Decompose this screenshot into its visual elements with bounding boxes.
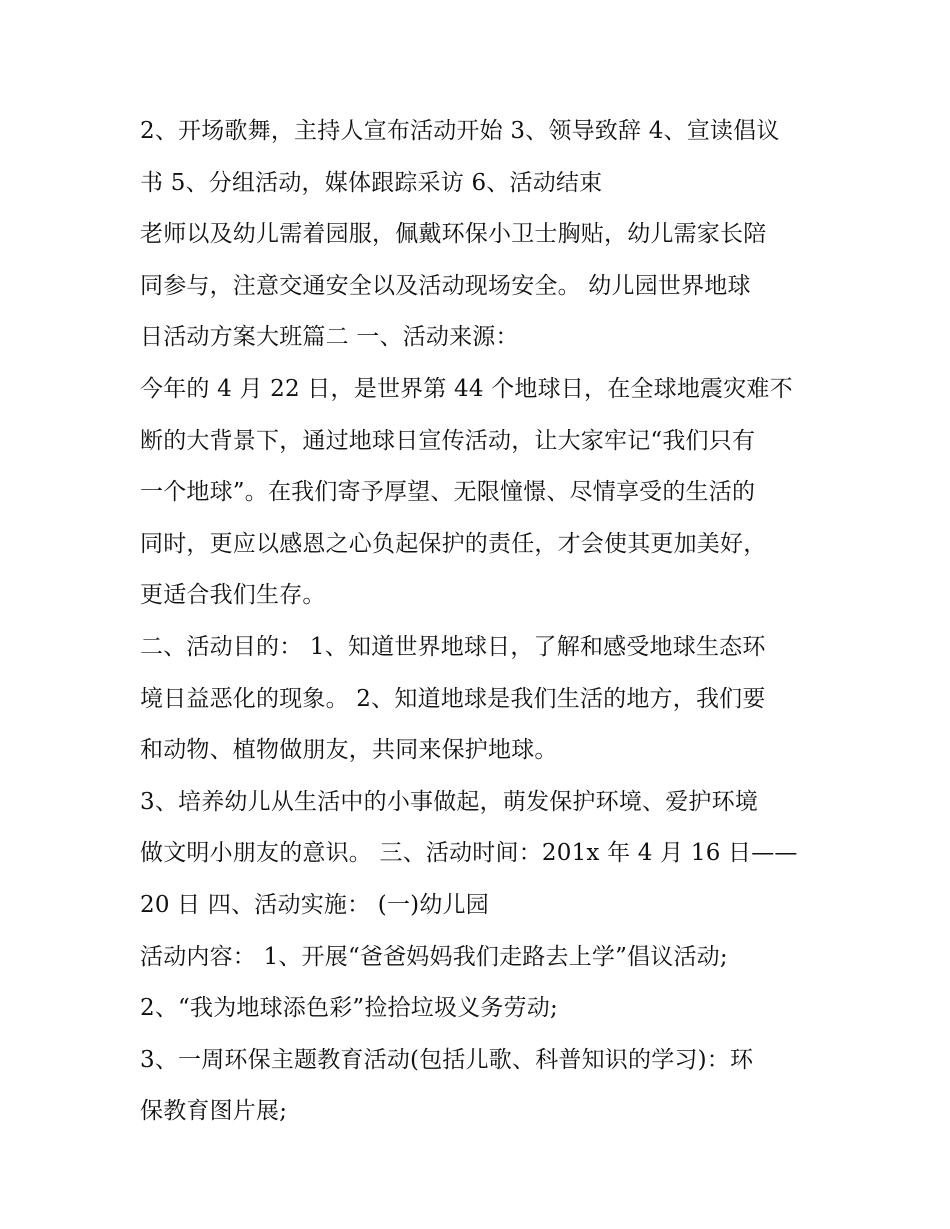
text-line: 20 日 四、活动实施： (一)幼儿园 — [140, 891, 489, 918]
text-line: 3、培养幼儿从生活中的小事做起，萌发保护环境、爱护环境 — [140, 788, 759, 815]
text-line: 活动内容： 1、开展“爸爸妈妈我们走路去上学”倡议活动; — [140, 943, 728, 970]
text-line: 2、“我为地球添色彩”捡拾垃圾义务劳动; — [140, 995, 558, 1022]
document-body — [140, 106, 820, 1138]
text-line: 断的大背景下，通过地球日宣传活动，让大家牢记“我们只有 — [140, 427, 756, 454]
text-line: 更适合我们生存。 — [140, 582, 326, 609]
text-line: 二、活动目的： 1、知道世界地球日，了解和感受地球生态环 — [140, 633, 766, 660]
text-line: 一个地球”。在我们寄予厚望、无限憧憬、尽情享受的生活的 — [140, 479, 756, 506]
text-line: 日活动方案大班篇二 一、活动来源： — [140, 324, 519, 351]
text-line: 同时，更应以感恩之心负起保护的责任，才会使其更加美好， — [140, 530, 767, 557]
text-line: 今年的 4 月 22 日，是世界第 44 个地球日，在全球地震灾难不 — [140, 375, 793, 402]
text-line: 同参与，注意交通安全以及活动现场安全。 幼儿园世界地球 — [140, 272, 751, 299]
text-line: 保教育图片展; — [140, 1098, 288, 1125]
text-line: 境日益恶化的现象。 2、知道地球是我们生活的地方，我们要 — [140, 685, 766, 712]
text-line: 和动物、植物做朋友，共同来保护地球。 — [140, 737, 558, 764]
text-line: 2、开场歌舞，主持人宣布活动开始 3、领导致辞 4、宣读倡议 — [140, 118, 780, 144]
text-line: 书 5、分组活动，媒体跟踪采访 6、活动结束 — [140, 169, 603, 196]
text-line: 做文明小朋友的意识。 三、活动时间：201x 年 4 月 16 日—— — [140, 840, 798, 867]
text-line: 3、一周环保主题教育活动(包括儿歌、科普知识的学习)：环 — [140, 1046, 754, 1073]
text-line: 老师以及幼儿需着园服，佩戴环保小卫士胸贴，幼儿需家长陪 — [140, 221, 767, 248]
